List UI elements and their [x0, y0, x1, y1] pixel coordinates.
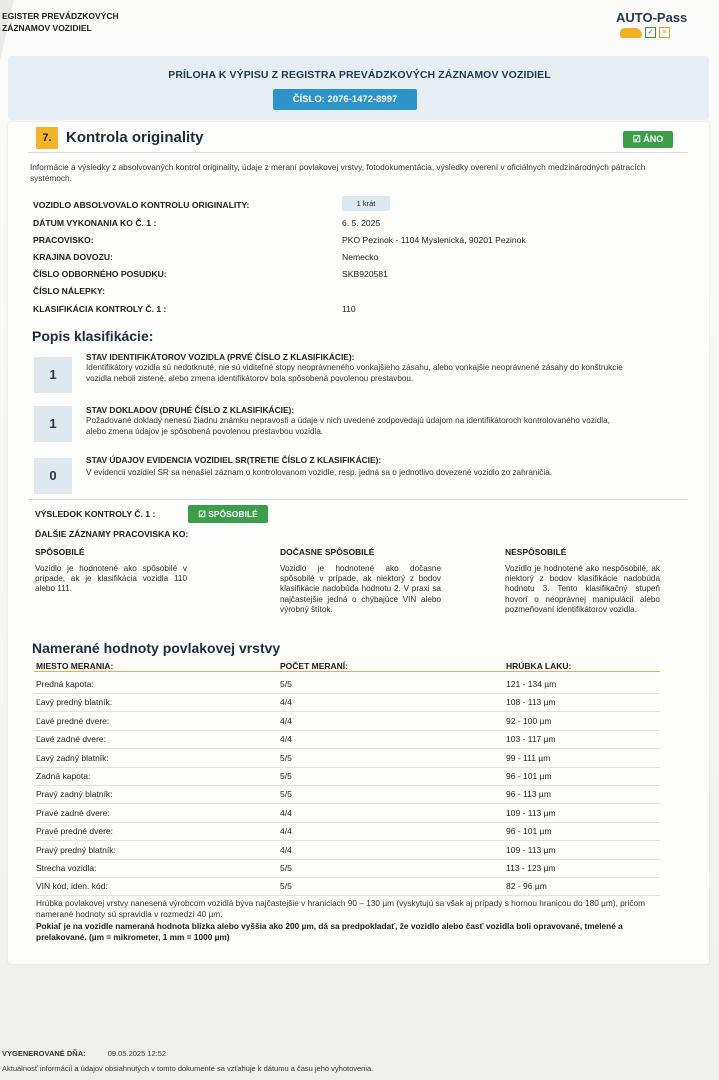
brand-logo-text: AUTO-Pass — [616, 10, 688, 25]
detail-value: SKB920581 — [342, 269, 388, 279]
table-row — [34, 675, 660, 694]
column-header: POČET MERANÍ: — [280, 661, 348, 671]
measurement-location: Zadná kapota: — [36, 771, 91, 781]
sposobile-badge: ☑ SPÔSOBILÉ — [188, 505, 268, 523]
detail-value: 110 — [342, 304, 356, 314]
detail-label: PRACOVISKO: — [33, 235, 94, 245]
merania-title: Namerané hodnoty povlakovej vrstvy — [32, 640, 281, 656]
col-text: Vozidlo je hodnotené ako spôsobilé v prípade, ak je klasifikácia vozidla 110 alebo 111. — [35, 564, 187, 594]
detail-value-pill: 1 krát — [342, 196, 390, 211]
header-underline — [34, 671, 660, 672]
document-icon: ≡ — [659, 27, 670, 38]
measurement-count: 4/4 — [280, 715, 292, 726]
table-row — [34, 841, 660, 860]
detail-value: PKO Pezinok - 1104 Myslenická, 90201 Pezinok — [342, 235, 526, 245]
table-row — [34, 693, 660, 712]
table-row — [34, 749, 660, 768]
detail-label: VOZIDLO ABSOLVOVALO KONTROLU ORIGINALITY: — [33, 200, 250, 210]
column-header: MIESTO MERANIA: — [36, 661, 114, 671]
classification-title: STAV IDENTIFIKÁTOROV VOZIDLA (PRVÉ ČÍSLO Z KLASIFIKÁCIE): — [86, 352, 355, 362]
measurement-location: Pravé zadné dvere: — [36, 807, 110, 818]
paint-thickness: 108 - 113 µm — [506, 697, 556, 708]
paint-thickness: 109 - 113 µm — [506, 807, 556, 818]
measurement-location: Ľavý zadný blatník: — [36, 752, 109, 763]
table-row — [34, 877, 660, 896]
detail-label: DÁTUM VYKONANIA KO Č. 1 : — [33, 218, 157, 228]
detail-label: ČÍSLO NÁLEPKY: — [33, 286, 105, 296]
col-head: SPÔSOBILÉ — [35, 547, 85, 557]
detail-label: ČÍSLO ODBORNÉHO POSUDKU: — [33, 269, 167, 279]
classification-code: 1 — [34, 357, 72, 393]
check-icon: ✓ — [645, 27, 656, 38]
paint-thickness: 82 - 96 µm — [506, 881, 547, 892]
measurement-count: 5/5 — [280, 863, 292, 873]
divider — [28, 152, 688, 153]
col-head: NESPÔSOBILÉ — [505, 547, 567, 557]
classification-text: V evidencii vozidiel SR sa nenašiel záznam o kontrolovanom vozidle, resp. jedná sa o jednotlivo dovezené vozidlo zo zahraničia. — [86, 468, 553, 477]
measurement-count: 5/5 — [280, 771, 292, 781]
generated-label: VYGENEROVANÉ DŇA: — [2, 1049, 86, 1058]
measurement-location: Ľavý predný blatník: — [36, 697, 113, 708]
brand-icons — [620, 27, 670, 38]
table-row — [34, 767, 660, 786]
popis-title: Popis klasifikácie: — [32, 328, 154, 344]
col-text: Vozidlo je hodnotené ako dočasne spôsobilé v prípade, ak niektorý z bodov klasifikácie nadobúda hodnotu 2. V praxi sa najčastejšie jedná o chýbajúce VIN alebo výrobný štítok. — [280, 564, 441, 614]
disclaimer: Aktuálnosť informácií a údajov obsiahnutých v tomto dokumente sa vzťahuje k dátumu a času jeho vyhotovenia. — [2, 1064, 374, 1073]
classification-text: Požadované doklady nenesú žiadnu známku nepravosti a údaje v nich uvedené zodpovedajú údajom na identifikátoroch kontrolovaného vozidla, alebo zmena údajov je spôsobená povolenou prestavbou vozidla. — [86, 416, 610, 436]
paint-thickness: 96 - 101 µm — [506, 771, 552, 781]
table-row — [34, 804, 660, 823]
paint-thickness: 96 - 101 µm — [506, 826, 552, 837]
measurement-count: 5/5 — [280, 789, 292, 800]
divider — [28, 499, 688, 500]
vysledok-label: VÝSLEDOK KONTROLY Č. 1 : — [35, 509, 156, 519]
paint-thickness: 92 - 100 µm — [506, 715, 552, 726]
register-header — [2, 10, 119, 34]
section-intro: Informácie a výsledky z absolvovaných kontrol originality, údaje z meraní povlakovej vrstvy, fotodokumentácia, výsledky overení v oficiálnych medzinárodných pátracích systémoch. — [30, 162, 646, 183]
classification-code: 0 — [34, 458, 72, 494]
measurement-count: 4/4 — [280, 807, 292, 818]
measurement-location: Ľavé predné dvere: — [36, 715, 110, 726]
measurement-location: Pravý predný blatník: — [36, 844, 116, 855]
classification-code: 1 — [34, 406, 72, 442]
detail-value: 6. 5. 2025 — [342, 218, 381, 228]
classification-text: Identifikátory vozidla sú nedotknuté, nie sú viditeľné stopy neoprávneného vonkajšieho zásahu, alebo vonkajšie neoprávnené zásahy do konštrukcie vozidla neboli zistené, alebo zmena identifikátorov bola spôsobená povolenou prestavbou. — [86, 363, 623, 383]
dalsie-title: ĎALŠIE ZÁZNAMY PRACOVISKA KO: — [35, 529, 189, 539]
measurement-location: VIN kód, iden. kód: — [36, 881, 108, 892]
detail-value: Nemecko — [342, 252, 379, 262]
section-number: 7. — [36, 127, 58, 149]
classification-title: STAV DOKLADOV (DRUHÉ ČÍSLO Z KLASIFIKÁCIE): — [86, 405, 295, 415]
document-number-badge: ČÍSLO: 2076-1472-8997 — [273, 89, 417, 110]
sposobile-badge-label: SPÔSOBILÉ — [208, 509, 258, 519]
measurement-warning: Pokiaľ je na vozidle nameraná hodnota blízka alebo vyššia ako 200 µm, dá sa predpokladať, že vozidlo alebo časť vozidla boli opravované, tmelené a prelakované. (µm = mikrometer, 1 mm = 1000 µm) — [36, 921, 623, 942]
measurement-count: 5/5 — [280, 752, 292, 763]
detail-label: KRAJINA DOVOZU: — [33, 252, 113, 262]
measurement-location: Pravý zadný blatník: — [36, 789, 113, 800]
table-row — [34, 730, 660, 749]
measurement-location: Predná kapota: — [36, 679, 94, 689]
ano-badge: ☑ ÁNO — [623, 131, 673, 148]
measurement-count: 4/4 — [280, 734, 292, 745]
table-row — [34, 785, 660, 804]
ano-badge-label: ÁNO — [643, 134, 664, 144]
measurement-count: 5/5 — [280, 881, 292, 892]
table-row — [34, 822, 660, 841]
measurement-count: 4/4 — [280, 844, 292, 855]
register-line-2: ZÁZNAMOV VOZIDIEL — [2, 23, 92, 33]
paint-thickness: 121 - 134 µm — [506, 679, 557, 689]
col-head: DOČASNE SPÔSOBILÉ — [280, 547, 375, 557]
register-line-1: EGISTER PREVÁDZKOVÝCH — [2, 11, 119, 21]
table-row — [34, 859, 660, 878]
column-header: HRÚBKA LAKU: — [506, 661, 572, 671]
banner-title: PRÍLOHA K VÝPISU Z REGISTRA PREVÁDZKOVÝCH ZÁZNAMOV VOZIDIEL — [168, 69, 551, 81]
col-text: Vozidlo je hodnotené ako nespôsobilé, ak niektorý z bodov klasifikácie nadobúda hodnotu 3. Tento klasifikačný stupeň hovorí o neoprávnej manipulácii alebo pozmeňovaní identifikátorov vozidla. — [505, 564, 660, 614]
measurement-count: 4/4 — [280, 826, 292, 837]
detail-label: KLASIFIKÁCIA KONTROLY Č. 1 : — [33, 304, 167, 314]
paint-thickness: 109 - 113 µm — [506, 844, 556, 855]
paint-thickness: 99 - 111 µm — [506, 752, 551, 763]
paint-thickness: 96 - 113 µm — [506, 789, 551, 800]
paint-thickness: 113 - 123 µm — [506, 863, 556, 873]
generated-line — [2, 1049, 166, 1058]
table-row — [34, 712, 660, 731]
measurement-location: Strecha vozidla: — [36, 863, 97, 873]
paint-thickness: 103 - 117 µm — [506, 734, 556, 745]
measurement-count: 4/4 — [280, 697, 292, 708]
generated-value: 09.05.2025 12:52 — [107, 1049, 167, 1058]
section-title: Kontrola originality — [66, 129, 204, 146]
measurement-count: 5/5 — [280, 679, 292, 689]
classification-title: STAV ÚDAJOV EVIDENCIA VOZIDIEL SR(TRETIE ČÍSLO Z KLASIFIKÁCIE): — [86, 455, 382, 465]
title-banner — [8, 56, 709, 120]
car-icon — [620, 28, 642, 38]
measurement-location: Ľavé zadné dvere: — [36, 734, 106, 745]
measurement-note: Hrúbka povlakovej vrstvy nanesená výrobcom vozidlá býva najčastejšie v hraniciach 90 – 130 µm (vyskytujú sa však aj prípady s hornou hranicou do 180 µm), pričom namerané hodnoty sú spravidla v rozmedzí 40 µm. — [36, 898, 646, 919]
measurement-location: Pravé predné dvere: — [36, 826, 114, 837]
